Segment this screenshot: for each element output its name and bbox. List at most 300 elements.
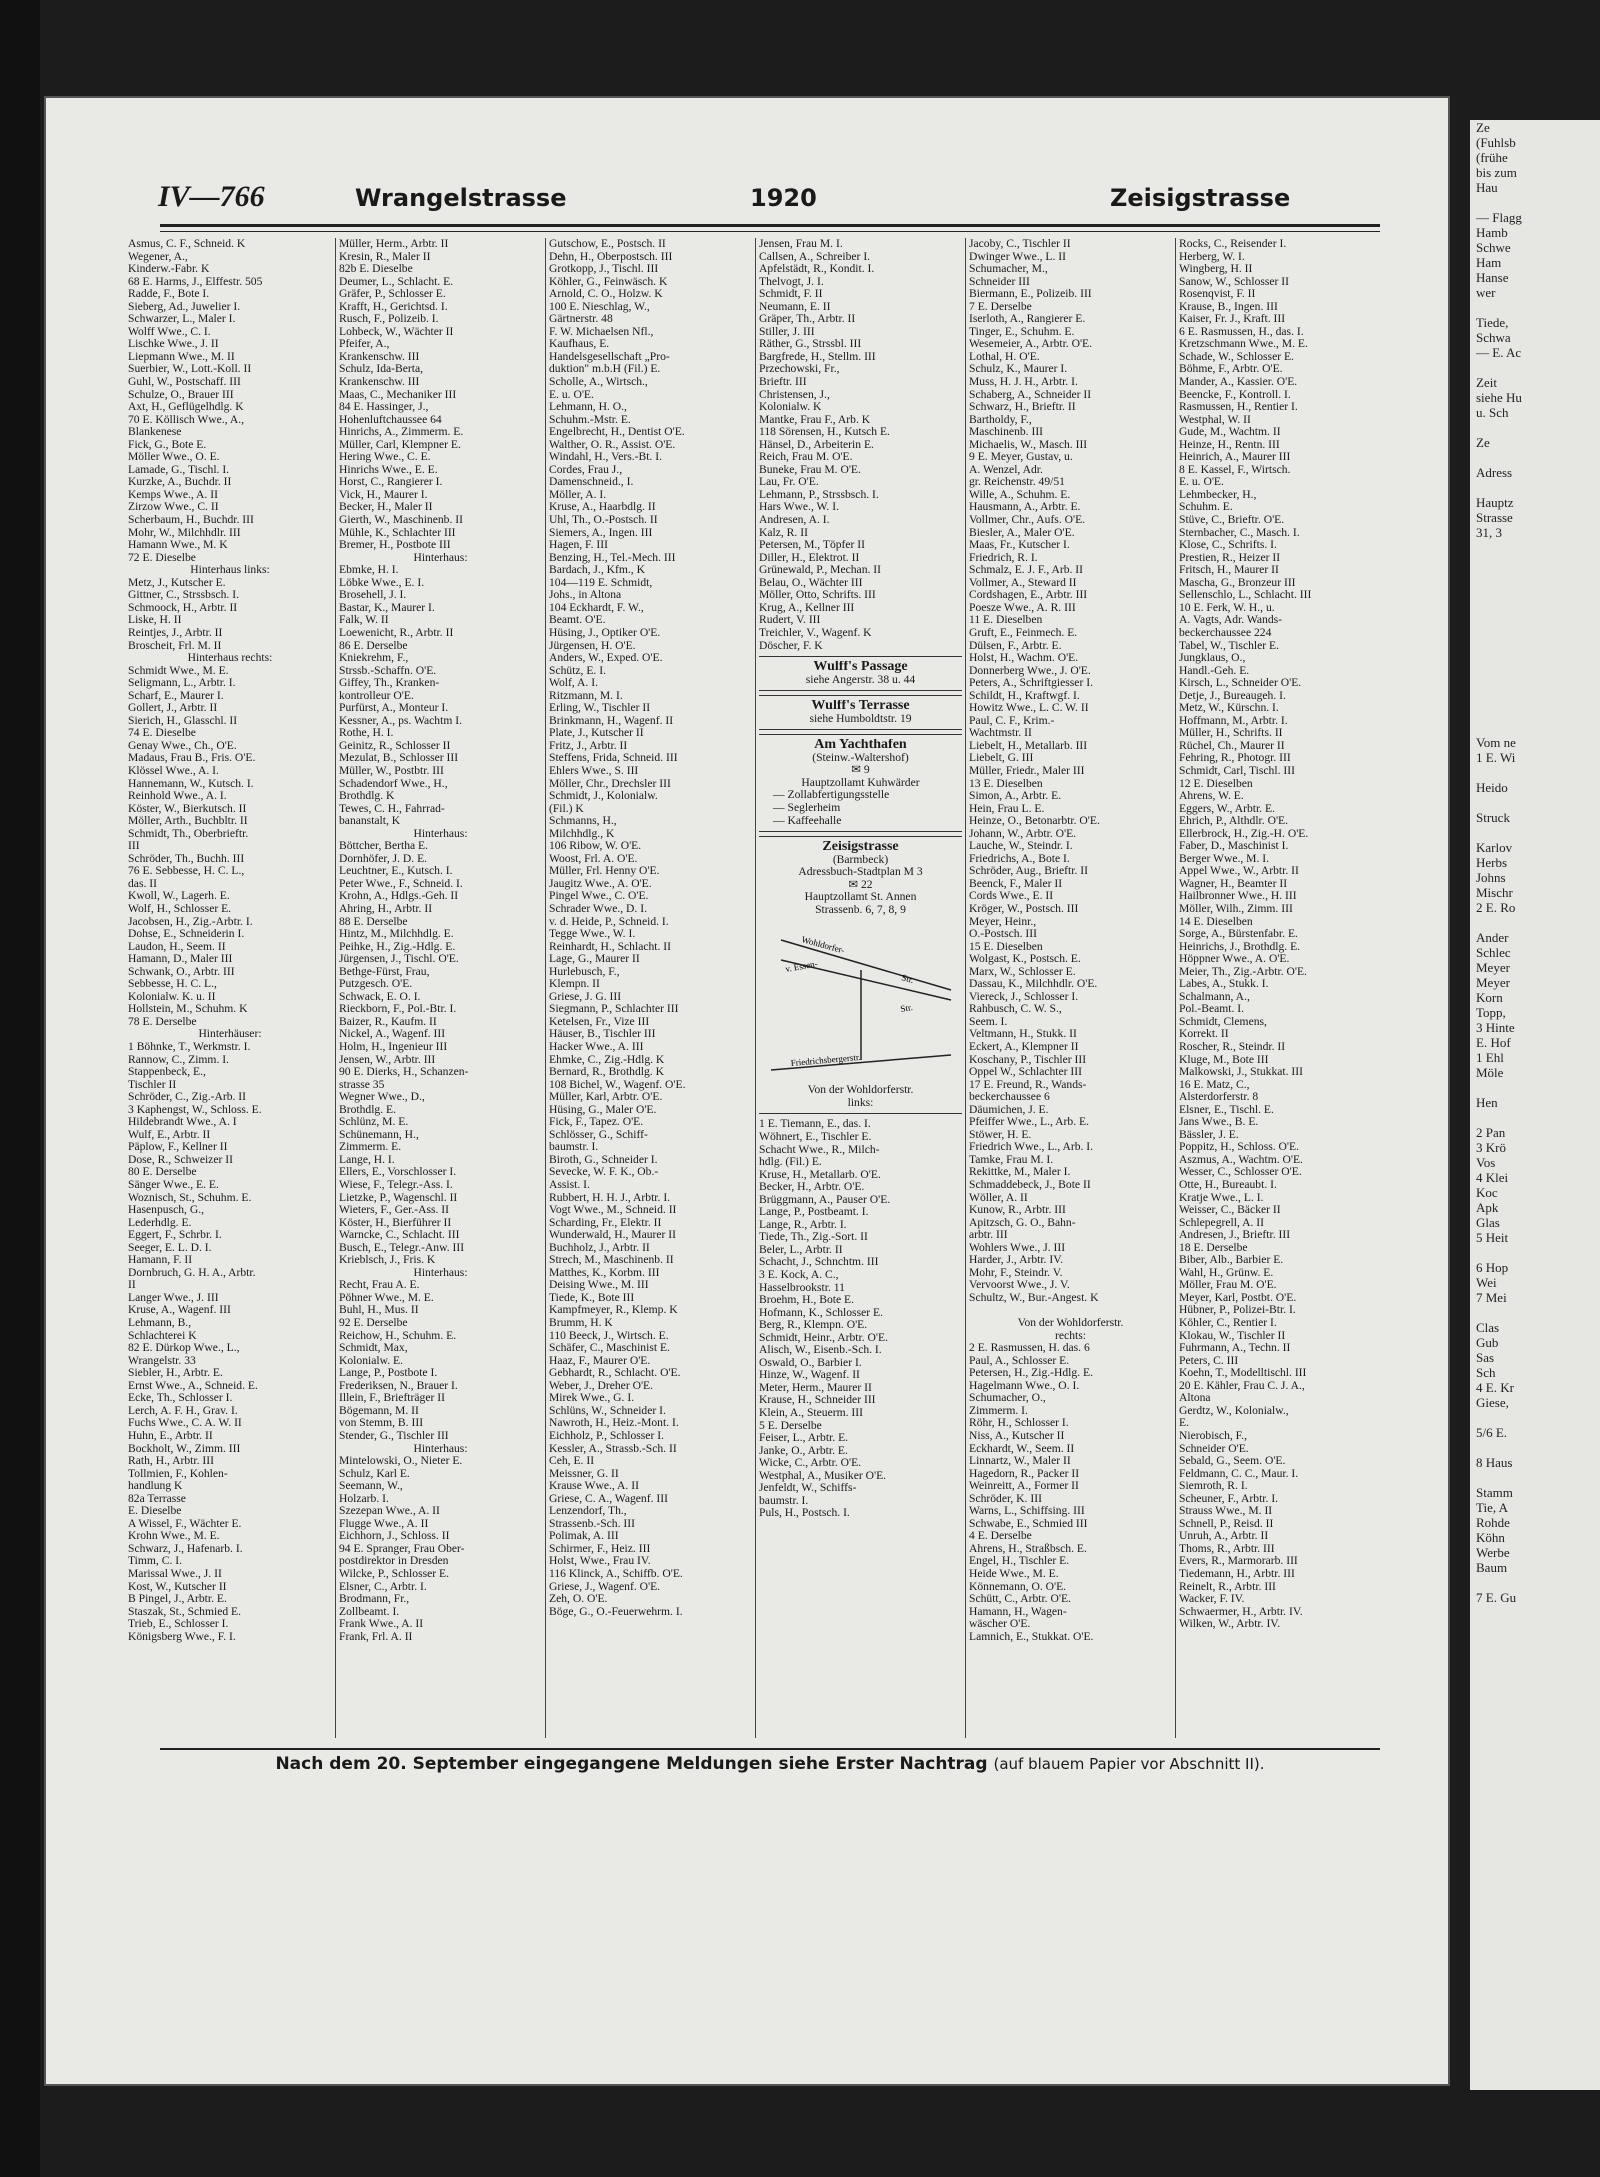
directory-entry: Tiede, Th., Zig.-Sort. II bbox=[759, 1231, 868, 1244]
directory-entry: Holst, Wwe., Frau IV. bbox=[549, 1555, 651, 1568]
directory-entry: Gerdtz, W., Kolonialw., bbox=[1179, 1404, 1289, 1417]
map-label: Friedrichsbergerstr. bbox=[789, 1052, 861, 1069]
directory-entry: Schadendorf Wwe., H., bbox=[339, 777, 448, 790]
directory-entry: Paul, C. F., Krim.- bbox=[969, 714, 1055, 727]
directory-entry: Loewenicht, R., Arbtr. II bbox=[339, 626, 454, 639]
sliver-line bbox=[1476, 660, 1600, 675]
sliver-line bbox=[1476, 1305, 1600, 1320]
sliver-line: Heido bbox=[1476, 780, 1508, 795]
zeisigstrasse-box bbox=[759, 836, 962, 1114]
directory-entry: Woznisch, St., Schuhm. E. bbox=[128, 1191, 252, 1204]
directory-entry: Jaugitz Wwe., A. O'E. bbox=[549, 877, 652, 890]
directory-entry: Arnold, C. O., Holzw. K bbox=[549, 288, 663, 301]
box-sub: (Steinw.-Waltershof) bbox=[812, 751, 909, 764]
directory-entry: Hagen, F. III bbox=[549, 539, 608, 552]
directory-entry: Kretzschmann Wwe., M. E. bbox=[1179, 338, 1308, 351]
directory-entry: Lietzke, P., Wagenschl. II bbox=[339, 1191, 458, 1204]
directory-entry: 86 E. Derselbe bbox=[339, 639, 408, 652]
sliver-line: 2 E. Ro bbox=[1476, 900, 1516, 915]
directory-entry: Schulz, K., Maurer I. bbox=[969, 363, 1068, 376]
directory-entry: Schlünz, M. E. bbox=[339, 1116, 409, 1129]
directory-entry: Schmidt, Carl, Tischl. III bbox=[1179, 764, 1295, 777]
sliver-line: 1 E. Wi bbox=[1476, 750, 1516, 765]
directory-entry: Schuhm. E. bbox=[1179, 501, 1233, 514]
directory-entry: Jenfeldt, W., Schiffs- bbox=[759, 1482, 857, 1495]
sliver-line: u. Sch bbox=[1476, 405, 1509, 420]
directory-entry: Schulz, Ida-Berta, bbox=[339, 363, 424, 376]
directory-entry: Schmalz, E. J. F., Arb. II bbox=[969, 564, 1084, 577]
directory-entry: Westphal, A., Musiker O'E. bbox=[759, 1469, 887, 1482]
directory-entry: Thelvogt, J. I. bbox=[759, 275, 824, 288]
directory-entry: Wacker, F. IV. bbox=[1179, 1593, 1245, 1606]
directory-entry: Lamnich, E., Stukkat. O'E. bbox=[969, 1630, 1094, 1643]
directory-entry: Walther, O. R., Assist. O'E. bbox=[549, 438, 676, 451]
directory-entry: Dwinger Wwe., L. II bbox=[969, 250, 1067, 263]
directory-entry: Petersen, H., Zig.-Hdlg. E. bbox=[969, 1367, 1093, 1380]
right-street-title: Zeisigstrasse bbox=[1110, 184, 1291, 212]
directory-entry: 7 E. Derselbe bbox=[969, 300, 1032, 313]
directory-entry: Hübner, P., Polizei-Btr. I. bbox=[1179, 1304, 1296, 1317]
sliver-line: Ham bbox=[1476, 255, 1502, 270]
directory-entry: Lamade, G., Tischl. I. bbox=[128, 463, 230, 476]
directory-entry: Wieters, F., Ger.-Ass. II bbox=[339, 1204, 450, 1217]
directory-entry: Asmus, C. F., Schneid. K bbox=[128, 238, 246, 250]
sliver-line bbox=[1476, 1410, 1600, 1425]
directory-entry: Kolonialw. K. u. II bbox=[128, 990, 216, 1003]
directory-entry: Liepmann Wwe., M. II bbox=[128, 350, 235, 363]
directory-entry: Hollstein, M., Schuhm. K bbox=[128, 1003, 248, 1016]
directory-entry: Zimmerm. E. bbox=[339, 1141, 402, 1154]
directory-entry: Hausmann, A., Arbtr. E. bbox=[969, 501, 1081, 514]
directory-entry: Schulze, O., Brauer III bbox=[128, 388, 234, 401]
directory-entry: Guhl, W., Postschaff. III bbox=[128, 376, 241, 389]
directory-entry: Meyer, Heinr., bbox=[969, 915, 1037, 928]
directory-entry: Klein, A., Steuerm. III bbox=[759, 1407, 863, 1420]
directory-entry: Plate, J., Kutscher II bbox=[549, 727, 644, 740]
directory-entry: gr. Reichenstr. 49/51 bbox=[969, 476, 1065, 489]
sliver-line bbox=[1476, 360, 1600, 375]
directory-entry: Bartholdy, F., bbox=[969, 413, 1032, 426]
directory-entry: Eggert, F., Schrbr. I. bbox=[128, 1229, 222, 1242]
directory-entry: 20 E. Kähler, Frau C. J. A., bbox=[1179, 1379, 1305, 1392]
directory-entry: Fritsch, H., Maurer II bbox=[1179, 564, 1279, 577]
directory-entry: Flugge Wwe., A. II bbox=[339, 1517, 429, 1530]
directory-entry: Otte, H., Bureaubt. I. bbox=[1179, 1179, 1277, 1192]
column-4-entries bbox=[759, 238, 962, 652]
directory-entry: Müller, Friedr., Maler III bbox=[969, 764, 1085, 777]
directory-entry: 88 E. Derselbe bbox=[339, 915, 408, 928]
directory-entry: Rahbusch, C. W. S., bbox=[969, 1003, 1062, 1016]
sliver-line: Hauptz bbox=[1476, 495, 1514, 510]
directory-entry: Beencke, F., Kontroll. I. bbox=[1179, 388, 1291, 401]
directory-entry: Alisch, W., Eisenb.-Sch. I. bbox=[759, 1344, 882, 1357]
directory-entry: Von der Wohldorferstr. bbox=[1017, 1317, 1124, 1330]
sliver-line: 2 Pan bbox=[1476, 1125, 1506, 1140]
directory-entry: Lederhdlg. E. bbox=[128, 1216, 192, 1229]
directory-entry: Bethge-Fürst, Frau, bbox=[339, 965, 430, 978]
directory-entry: Ketelsen, Fr., Vize III bbox=[549, 1015, 650, 1028]
directory-entry: Westphal, W. II bbox=[1179, 413, 1251, 426]
directory-entry: Ahrens, H., Straßbsch. E. bbox=[969, 1542, 1087, 1555]
directory-entry: Wesser, C., Schlosser O'E. bbox=[1179, 1166, 1302, 1179]
directory-entry: Viereck, J., Schlosser I. bbox=[969, 990, 1079, 1003]
directory-entry: Janke, O., Arbtr. E. bbox=[759, 1444, 848, 1457]
directory-entry: Geinitz, R., Schlosser II bbox=[339, 739, 451, 752]
directory-entry: Nickel, A., Wagenf. III bbox=[339, 1028, 446, 1041]
directory-entry: Hacker Wwe., A. III bbox=[549, 1041, 644, 1053]
sliver-line: Topp, bbox=[1476, 1005, 1506, 1020]
column-1 bbox=[125, 238, 335, 1738]
directory-entry: Kaiser, Fr. J., Kraft. III bbox=[1179, 313, 1286, 326]
scan-border-left bbox=[0, 0, 40, 2177]
directory-entry: Staszak, St., Schmied E. bbox=[128, 1605, 242, 1618]
directory-entry: Jacoby, C., Tischler II bbox=[969, 238, 1071, 250]
directory-entry: Krankenschw. III bbox=[339, 350, 420, 363]
directory-entry: Tiedemann, H., Arbtr. III bbox=[1179, 1567, 1295, 1580]
directory-entry: Schmidt, Th., Oberbrieftr. bbox=[128, 827, 249, 840]
sliver-line bbox=[1476, 585, 1600, 600]
directory-entry: Biroth, G., Schneider I. bbox=[549, 1153, 658, 1166]
sliver-line: Rohde bbox=[1476, 1515, 1510, 1530]
directory-entry: Friedrich Wwe., L., Arb. I. bbox=[969, 1141, 1094, 1154]
directory-entry: Lehmbecker, H., bbox=[1179, 488, 1257, 501]
directory-entry: Brothdlg. K bbox=[339, 790, 395, 803]
directory-entry: Schaberg, A., Schneider II bbox=[969, 388, 1092, 401]
directory-entry: Meter, Herm., Maurer II bbox=[759, 1381, 872, 1394]
directory-entry: Pingel Wwe., C. O'E. bbox=[549, 890, 649, 903]
sliver-line: Werbe bbox=[1476, 1545, 1510, 1560]
directory-entry: Gebhardt, R., Schlacht. O'E. bbox=[549, 1367, 681, 1380]
sliver-line bbox=[1476, 720, 1600, 735]
directory-entry: Heinze, H., Rentn. III bbox=[1179, 438, 1280, 451]
sliver-line: 31, 3 bbox=[1476, 525, 1502, 540]
directory-entry: Lau, Fr. O'E. bbox=[759, 476, 819, 489]
directory-entry: Köhler, G., Feinwäsch. K bbox=[549, 275, 668, 288]
directory-entry: Nawroth, H., Heiz.-Mont. I. bbox=[549, 1417, 679, 1430]
sliver-line bbox=[1476, 630, 1600, 645]
directory-entry: 92 E. Derselbe bbox=[339, 1317, 408, 1330]
directory-entry: Trieb, E., Schlosser I. bbox=[128, 1618, 229, 1631]
page-number: IV—766 bbox=[158, 180, 265, 213]
directory-entry: Müller, Herm., Arbtr. II bbox=[339, 238, 449, 250]
directory-entry: arbtr. III bbox=[969, 1229, 1008, 1242]
directory-entry: Reinelt, R., Arbtr. III bbox=[1179, 1580, 1276, 1593]
directory-entry: Sternbacher, C., Masch. I. bbox=[1179, 526, 1300, 539]
directory-entry: Dassau, K., Milchhdlr. O'E. bbox=[969, 978, 1098, 991]
column-6 bbox=[1175, 238, 1385, 1738]
sliver-line: Giese, bbox=[1476, 1395, 1509, 1410]
directory-entry: Tollmien, F., Kohlen- bbox=[128, 1467, 228, 1480]
directory-entry: Gittner, C., Strssbsch. I. bbox=[128, 589, 239, 602]
directory-entry: Howitz Wwe., L. C. W. II bbox=[969, 702, 1089, 715]
directory-entry: Kalz, R. II bbox=[759, 526, 808, 539]
sliver-line bbox=[1476, 1440, 1600, 1455]
directory-entry: Böttcher, Bertha E. bbox=[339, 840, 429, 853]
directory-entry: 104—119 E. Schmidt, bbox=[549, 576, 653, 589]
directory-entry: Brüggmann, A., Pauser O'E. bbox=[759, 1193, 891, 1206]
directory-entry: Lehmann, P., Strssbsch. I. bbox=[759, 488, 879, 501]
directory-entry: Eckert, A., Klempner II bbox=[969, 1041, 1079, 1053]
directory-entry: Sellenschlo, L., Schlacht. III bbox=[1179, 589, 1312, 602]
directory-entry: Thoms, R., Arbtr. III bbox=[1179, 1542, 1275, 1555]
directory-entry: Putzgesch. O'E. bbox=[339, 978, 413, 991]
box-line: siehe Humboldtstr. 19 bbox=[809, 712, 912, 725]
directory-entry: Hamann, H., Wagen- bbox=[969, 1605, 1067, 1618]
sliver-line bbox=[1476, 1080, 1600, 1095]
directory-entry: Grotkopp, J., Tischl. III bbox=[549, 263, 659, 276]
directory-entry: 80 E. Derselbe bbox=[128, 1166, 197, 1179]
sliver-line: Schwe bbox=[1476, 240, 1511, 255]
directory-entry: Mühle, K., Schlachter III bbox=[339, 526, 456, 539]
directory-entry: Schultz, W., Bur.-Angest. K bbox=[969, 1291, 1099, 1304]
directory-entry: hdlg. (Fil.) E. bbox=[759, 1156, 822, 1169]
page-header bbox=[110, 180, 1380, 220]
sliver-line: Meyer bbox=[1476, 960, 1510, 975]
header-rule bbox=[160, 224, 1380, 227]
column-4-tail-entries bbox=[759, 1118, 962, 1520]
sliver-line: Adress bbox=[1476, 465, 1513, 480]
sliver-line bbox=[1476, 300, 1600, 315]
directory-entry: 90 E. Dierks, H., Schanzen- bbox=[339, 1066, 469, 1079]
sliver-line bbox=[1476, 1470, 1600, 1485]
directory-entry: Hinterhaus rechts: bbox=[187, 652, 273, 665]
sliver-line: Sch bbox=[1476, 1365, 1496, 1380]
sliver-line bbox=[1476, 540, 1600, 555]
sliver-line bbox=[1476, 705, 1600, 720]
directory-entry: Schmoock, H., Arbtr. II bbox=[128, 601, 238, 614]
directory-entry: Mintelowski, O., Nieter E. bbox=[339, 1455, 463, 1468]
directory-entry: Muss, H. J. H., Arbtr. I. bbox=[969, 376, 1078, 389]
sliver-line bbox=[1476, 600, 1600, 615]
directory-entry: Schrader Wwe., D. I. bbox=[549, 902, 647, 915]
directory-entry: Ahrens, W. E. bbox=[1179, 790, 1244, 803]
directory-entry: Lenzendorf, Th., bbox=[549, 1505, 627, 1518]
directory-entry: Mohr, F., Steindr. V. bbox=[969, 1266, 1063, 1279]
directory-entry: O.-Postsch. III bbox=[969, 928, 1037, 941]
sliver-line: 7 E. Gu bbox=[1476, 1590, 1517, 1605]
directory-entry: Koehn, T., Modelltischl. III bbox=[1179, 1367, 1307, 1380]
directory-entry: Hagedorn, R., Packer II bbox=[969, 1467, 1080, 1480]
sliver-line: Möle bbox=[1476, 1065, 1504, 1080]
directory-entry: Mohr, W., Milchhdlr. III bbox=[128, 526, 241, 539]
directory-entry: Baizer, R., Kaufm. II bbox=[339, 1015, 437, 1028]
directory-entry: Benzing, H., Tel.-Mech. III bbox=[549, 551, 676, 564]
directory-entry: Holst, H., Wachm. O'E. bbox=[969, 652, 1079, 665]
directory-entry: Purfürst, A., Monteur I. bbox=[339, 702, 449, 715]
box-line: siehe Angerstr. 38 u. 44 bbox=[805, 673, 916, 686]
directory-entry: Gutschow, E., Postsch. II bbox=[549, 238, 666, 250]
directory-entry: Buneke, Frau M. O'E. bbox=[759, 463, 861, 476]
directory-entry: Feiser, L., Arbtr. E. bbox=[759, 1432, 849, 1445]
column-3 bbox=[545, 238, 755, 1738]
sliver-line: — E. Ac bbox=[1476, 345, 1522, 360]
directory-entry: 6 E. Rasmussen, H., das. I. bbox=[1179, 325, 1304, 338]
directory-entry: Lerch, A. F. H., Grav. I. bbox=[128, 1404, 238, 1417]
directory-entry: 106 Ribow, W. O'E. bbox=[549, 840, 642, 853]
directory-entry: Laudon, H., Seem. II bbox=[128, 940, 226, 953]
directory-entry: Wunderwald, H., Maurer II bbox=[549, 1229, 677, 1242]
directory-entry: Hofmann, K., Schlosser E. bbox=[759, 1306, 883, 1319]
directory-entry: Schwack, E. O. I. bbox=[339, 990, 421, 1003]
directory-entry: 10 E. Ferk, W. H., u. bbox=[1179, 601, 1275, 614]
directory-entry: Tamke, Frau M. I. bbox=[969, 1153, 1054, 1166]
directory-entry: Heinze, O., Betonarbtr. O'E. bbox=[969, 815, 1100, 828]
directory-entry: Reintjes, J., Arbtr. II bbox=[128, 626, 223, 639]
directory-entry: Wiese, F., Telegr.-Ass. I. bbox=[339, 1179, 453, 1192]
directory-entry: Hars Wwe., W. I. bbox=[759, 501, 839, 514]
directory-entry: Ritzmann, M. I. bbox=[549, 689, 623, 702]
directory-entry: Schmidt, F. II bbox=[759, 288, 823, 301]
directory-entry: Rieckborn, F., Pol.-Btr. I. bbox=[339, 1003, 457, 1016]
directory-entry: Michaelis, W., Masch. III bbox=[969, 438, 1088, 451]
directory-entry: wäscher O'E. bbox=[969, 1618, 1031, 1631]
directory-entry: Fick, G., Bote E. bbox=[128, 438, 207, 451]
directory-entry: Hildebrandt Wwe., A. I bbox=[128, 1116, 237, 1129]
directory-entry: Möller, Frau M. O'E. bbox=[1179, 1279, 1277, 1292]
directory-entry: Scharding, Fr., Elektr. II bbox=[549, 1216, 662, 1229]
directory-entry: Wöhnert, E., Tischler E. bbox=[759, 1130, 872, 1143]
directory-entry: Fuchs Wwe., C. A. W. II bbox=[128, 1417, 242, 1430]
sliver-line: 4 E. Kr bbox=[1476, 1380, 1514, 1395]
sliver-line: 4 Klei bbox=[1476, 1170, 1509, 1185]
directory-entry: Belau, O., Wächter III bbox=[759, 576, 863, 589]
directory-entry: Mander, A., Kassier. O'E. bbox=[1179, 376, 1298, 389]
directory-entry: 94 E. Spranger, Frau Ober- bbox=[339, 1542, 465, 1555]
directory-entry: Schütz, E. I. bbox=[549, 664, 606, 677]
box-post: ✉ 22 bbox=[848, 878, 873, 891]
box-zoll: Hauptzollamt St. Annen bbox=[804, 891, 917, 904]
directory-entry: Cordshagen, E., Arbtr. III bbox=[969, 589, 1088, 602]
directory-entry: Evers, R., Marmorarb. III bbox=[1179, 1555, 1298, 1568]
directory-entry: Gollert, J., Arbtr. II bbox=[128, 702, 218, 715]
directory-entry: Giffey, Th., Kranken- bbox=[339, 677, 440, 690]
sliver-line bbox=[1476, 645, 1600, 660]
directory-entry: Bernard, R., Brothdlg. K bbox=[549, 1066, 664, 1079]
directory-entry: Könnemann, O. O'E. bbox=[969, 1580, 1067, 1593]
directory-entry: Appel Wwe., W., Arbtr. II bbox=[1179, 865, 1299, 878]
directory-entry: baumstr. I. bbox=[549, 1141, 599, 1154]
directory-entry: Sorge, A., Bürstenfabr. E. bbox=[1179, 928, 1298, 941]
directory-entry: Lange, P., Postbote I. bbox=[339, 1367, 438, 1380]
directory-entry: Unruh, A., Arbtr. II bbox=[1179, 1530, 1269, 1543]
directory-entry: Zeh, O. O'E. bbox=[549, 1593, 608, 1606]
directory-entry: Fick, F., Tapez. O'E. bbox=[549, 1116, 644, 1129]
directory-entry: Hamann, D., Maler III bbox=[128, 953, 233, 966]
map-label: Wohldorfer- bbox=[799, 934, 846, 956]
directory-entry: Ellerbrock, H., Zig.-H. O'E. bbox=[1179, 827, 1309, 840]
directory-entry: Meyer, Karl, Postbt. O'E. bbox=[1179, 1291, 1297, 1304]
directory-entry: Brothdlg. E. bbox=[339, 1103, 397, 1116]
sliver-line: Tie, A bbox=[1476, 1500, 1509, 1515]
directory-entry: Böge, G., O.-Feuerwehrm. I. bbox=[549, 1605, 683, 1618]
directory-entry: 82b E. Dieselbe bbox=[339, 263, 413, 276]
directory-entry: Strssb.-Schaffn. O'E. bbox=[339, 664, 437, 677]
directory-entry: Wilken, W., Arbtr. IV. bbox=[1179, 1618, 1281, 1631]
directory-entry: Aszmus, A., Wachtm. O'E. bbox=[1179, 1153, 1303, 1166]
directory-entry: Kluge, M., Bote III bbox=[1179, 1053, 1269, 1066]
sliver-line: Glas bbox=[1476, 1215, 1500, 1230]
directory-entry: Lohbeck, W., Wächter II bbox=[339, 325, 454, 338]
directory-entry: 118 Sörensen, H., Kutsch E. bbox=[759, 426, 890, 439]
directory-entry: 17 E. Freund, R., Wands- bbox=[969, 1078, 1087, 1091]
directory-entry: Vollmer, A., Steward II bbox=[969, 576, 1077, 589]
directory-entry: Holzarb. I. bbox=[339, 1492, 389, 1505]
directory-entry: Lothal, H. O'E. bbox=[969, 350, 1040, 363]
map-label: v. Essen- bbox=[784, 958, 818, 975]
directory-entry: Herberg, W. I. bbox=[1179, 250, 1245, 263]
directory-entry: Kinderw.-Fabr. K bbox=[128, 263, 210, 276]
directory-entry: Vogt Wwe., M., Schneid. II bbox=[549, 1204, 677, 1217]
directory-entry: Genay Wwe., Ch., O'E. bbox=[128, 739, 237, 752]
directory-entry: Wachtmstr. II bbox=[969, 727, 1032, 740]
directory-entry: Matthes, K., Korbm. III bbox=[549, 1266, 660, 1279]
directory-entry: Beamt. O'E. bbox=[549, 614, 606, 627]
directory-entry: Wöller, A. II bbox=[969, 1191, 1028, 1204]
directory-entry: Erling, W., Tischler II bbox=[549, 702, 651, 715]
directory-entry: Tewes, C. H., Fahrrad- bbox=[339, 802, 445, 815]
directory-entry: Liske, H. II bbox=[128, 614, 182, 627]
sliver-line: Vos bbox=[1476, 1155, 1496, 1170]
sliver-line: Meyer bbox=[1476, 975, 1510, 990]
directory-entry: Madaus, Frau B., Fris. O'E. bbox=[128, 752, 256, 765]
directory-entry: Kaufhaus, E. bbox=[549, 338, 610, 351]
directory-entry: Illein, F., Briefträger II bbox=[339, 1392, 445, 1405]
directory-entry: Hagelmann Wwe., O. I. bbox=[969, 1379, 1080, 1392]
directory-entry: Alsterdorferstr. 8 bbox=[1179, 1091, 1259, 1104]
directory-entry: Prestien, R., Heizer II bbox=[1179, 551, 1281, 564]
directory-entry: Schmidt, Clemens, bbox=[1179, 1015, 1267, 1028]
directory-entry: Koschany, P., Tischler III bbox=[969, 1053, 1087, 1066]
directory-entry: 104 Eckhardt, F. W., bbox=[549, 601, 644, 614]
directory-entry: Suerbier, W., Lott.-Koll. II bbox=[128, 363, 252, 376]
sliver-line: Karlov bbox=[1476, 840, 1513, 855]
directory-entry: Biesler, A., Maler O'E. bbox=[969, 526, 1075, 539]
directory-entry: Damenschneid., I. bbox=[549, 476, 634, 489]
directory-entry: Schmidt, J., Kolonialw. bbox=[549, 790, 658, 803]
directory-entry: Schmanns, H., bbox=[549, 815, 617, 828]
directory-entry: Cordes, Frau J., bbox=[549, 463, 623, 476]
directory-entry: Rudert, V. III bbox=[759, 614, 821, 627]
directory-entry: Wilcke, P., Schlosser E. bbox=[339, 1567, 449, 1580]
directory-entry: Schwaermer, H., Arbtr. IV. bbox=[1179, 1605, 1303, 1618]
sliver-line: 1 Ehl bbox=[1476, 1050, 1504, 1065]
directory-entry: Apfelstädt, R., Kondit. I. bbox=[759, 263, 875, 276]
directory-entry: Hein, Frau L. E. bbox=[969, 802, 1045, 815]
directory-entry: Heide Wwe., M. E. bbox=[969, 1567, 1059, 1580]
sliver-line: 7 Mei bbox=[1476, 1290, 1507, 1305]
directory-entry: Simon, A., Arbtr. E. bbox=[969, 790, 1062, 803]
directory-entry: Haaz, F., Maurer O'E. bbox=[549, 1354, 651, 1367]
directory-entry: Biermann, E., Polizeib. III bbox=[969, 288, 1092, 301]
directory-entry: Neumann, E. II bbox=[759, 300, 831, 313]
directory-entry: Biber, Alb., Barbier E. bbox=[1179, 1254, 1284, 1267]
column-2 bbox=[335, 238, 545, 1738]
directory-entry: Engel, H., Tischler E. bbox=[969, 1555, 1070, 1568]
directory-entry: 12 E. Dieselben bbox=[1179, 777, 1253, 790]
sliver-line: bis zum bbox=[1476, 165, 1517, 180]
directory-entry: 108 Bichel, W., Wagenf. O'E. bbox=[549, 1078, 686, 1091]
directory-entry: Sieberg, Ad., Juwelier I. bbox=[128, 300, 241, 313]
directory-entry: Huhn, E., Arbtr. II bbox=[128, 1429, 213, 1442]
directory-entry: Deumer, L., Schlacht. E. bbox=[339, 275, 454, 288]
directory-entry: Kessler, A., Strassb.-Sch. II bbox=[549, 1442, 677, 1455]
directory-entry: Siemers, A., Ingen. III bbox=[549, 526, 653, 539]
directory-entry: Hinterhaus: bbox=[413, 827, 468, 840]
directory-entry: 2 E. Rasmussen, H. das. 6 bbox=[969, 1342, 1090, 1355]
directory-entry: Schuhm.-Mstr. E. bbox=[549, 413, 631, 426]
directory-entry: Hintz, M., Milchhdlg. E. bbox=[339, 928, 454, 941]
directory-entry: Krohn, A., Hdlgs.-Geh. II bbox=[339, 890, 459, 903]
